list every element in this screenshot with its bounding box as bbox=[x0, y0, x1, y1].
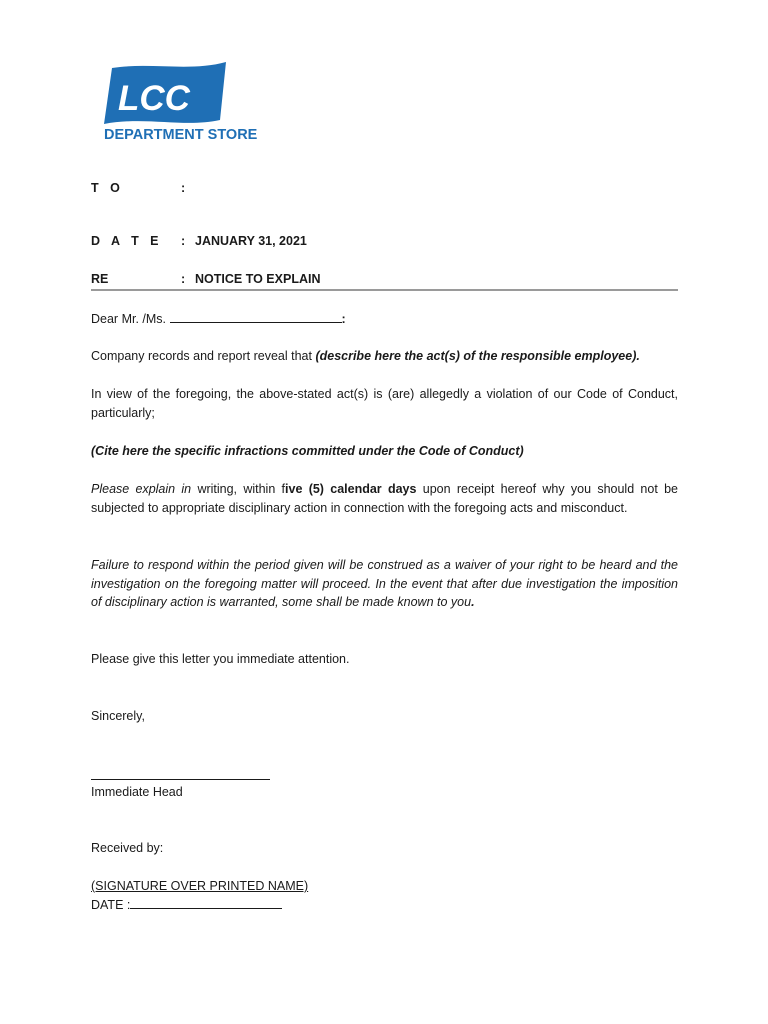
signature-line bbox=[91, 779, 270, 780]
received-date-blank bbox=[130, 896, 282, 909]
logo-wordmark: LCC bbox=[118, 79, 190, 118]
paragraph-records bbox=[91, 347, 678, 366]
to-label: T O bbox=[91, 181, 124, 195]
sincerely: Sincerely, bbox=[91, 709, 145, 723]
act-placeholder: (describe here the act(s) of the responsible employee). bbox=[315, 349, 640, 363]
paragraph-attention: Please give this letter you immediate attention. bbox=[91, 652, 350, 666]
re-divider bbox=[91, 289, 678, 291]
explain-lead: Please explain in bbox=[91, 482, 192, 496]
infractions-placeholder: (Cite here the specific infractions committed under the Code of Conduct) bbox=[91, 444, 524, 458]
paragraph-explain bbox=[91, 480, 678, 517]
deadline-text: ive (5) calendar days bbox=[285, 482, 417, 496]
date-value: JANUARY 31, 2021 bbox=[195, 234, 307, 248]
re-field: RE : NOTICE TO EXPLAIN bbox=[91, 272, 321, 286]
explain-writing: writing, within f bbox=[197, 482, 286, 496]
lcc-logo-icon bbox=[100, 58, 260, 148]
company-logo bbox=[100, 58, 260, 148]
failure-text: Failure to respond within the period given will be construed as a waiver of your right to be heard and the investigation on the foregoing matter will proceed. In the event that after due investigation the imposition of disciplinary action is warranted, some shall be made known to you bbox=[91, 558, 678, 610]
explain-rest: upon receipt hereof why you should not be subjected to appropriate disciplinary action in connection with the foregoing acts and misconduct. bbox=[91, 482, 679, 515]
received-date bbox=[91, 896, 678, 915]
recipient-name-blank bbox=[170, 310, 342, 323]
paragraph-violation: In view of the foregoing, the above-stated act(s) is (are) allegedly a violation of our Code of Conduct, particularly; bbox=[91, 387, 678, 420]
signature-caption: (SIGNATURE OVER PRINTED NAME) bbox=[91, 879, 309, 893]
signatory-title: Immediate Head bbox=[91, 785, 183, 799]
to-field: T O : bbox=[91, 181, 186, 195]
logo-subtitle: DEPARTMENT STORE bbox=[104, 127, 258, 143]
failure-period: . bbox=[471, 595, 475, 610]
date-label: D A T E bbox=[91, 234, 163, 248]
paragraph-failure bbox=[91, 556, 678, 612]
re-label: RE bbox=[91, 272, 109, 286]
date-field: D A T E : JANUARY 31, 2021 bbox=[91, 234, 307, 248]
received-by: Received by: bbox=[91, 841, 164, 855]
re-value: NOTICE TO EXPLAIN bbox=[195, 272, 321, 286]
salutation: Dear Mr. /Ms. : bbox=[91, 312, 346, 326]
records-lead-text: Company records and report reveal that bbox=[91, 349, 312, 363]
salutation-text: Dear Mr. /Ms. bbox=[91, 312, 167, 326]
received-date-label: DATE : bbox=[91, 898, 131, 912]
